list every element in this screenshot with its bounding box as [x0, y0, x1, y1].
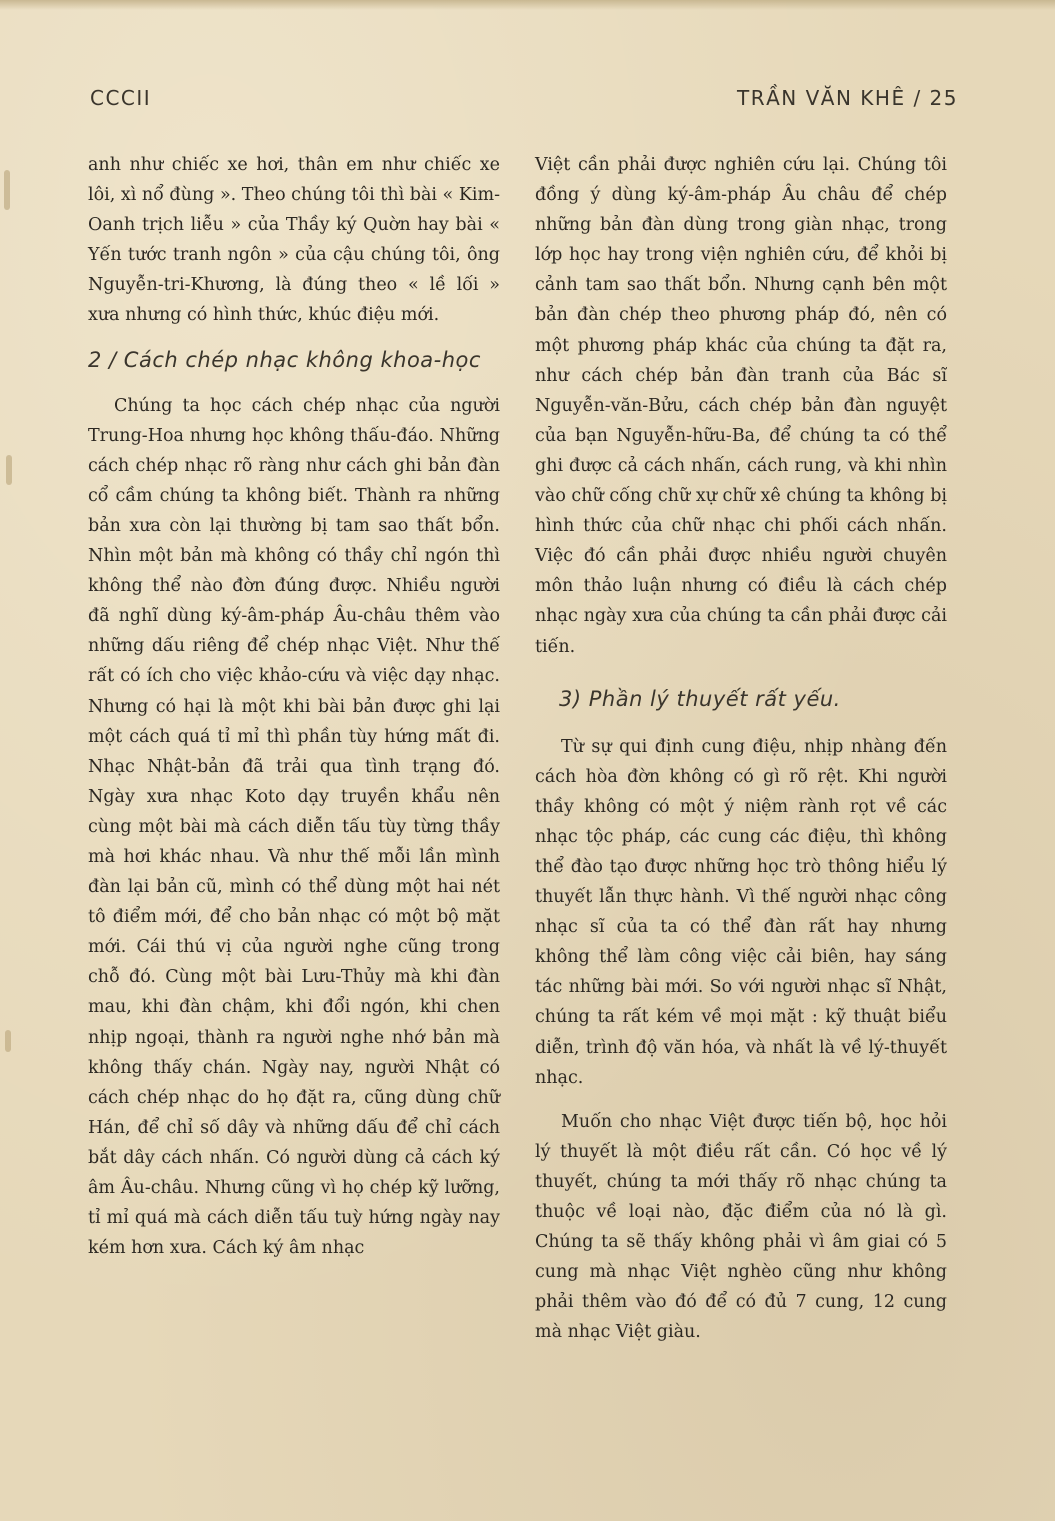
paragraph: Muốn cho nhạc Việt được tiến bộ, học hỏi lý thuyết là một điều rất cần. Có học về lý thuyết, chúng ta mới thấy rõ nhạc chúng ta thuộc về loại nào, đặc điểm của nó là gì. Chúng ta sẽ thấy không phải vì âm giai có 5 cung mà nhạc Việt nghèo cũng như không phải thêm vào đó để có đủ 7 cung, 12 cung mà nhạc Việt giàu.	[535, 1111, 947, 1343]
paragraph: Việt cần phải được nghiên cứu lại. Chúng tôi đồng ý dùng ký-âm-pháp Âu châu để chép những bản đàn dùng trong giàn nhạc, trong lớp học hay trong viện nghiên cứu, để khỏi bị cảnh tam sao thất bổn. Nhưng cạnh bên một bản đàn chép theo phương pháp đó, nên có một phương pháp khác của chúng ta đặt ra, như cách chép bản đàn tranh của Bác sĩ Nguyễn-văn-Bửu, cách chép bản đàn nguyệt của bạn Nguyễn-hữu-Ba, để chúng ta có thể ghi được cả cách nhấn, cách rung, và khi nhìn vào chữ cống chữ xự chữ xê chúng ta không bị hình thức của chữ nhạc chi phối cách nhấn. Việc đó cần phải được nhiều người chuyên môn thảo luận nhưng có điều là cách chép nhạc ngày xưa của chúng ta cần phải được cải tiến.	[535, 155, 947, 657]
running-header	[90, 86, 958, 120]
margin-stain	[5, 1030, 11, 1052]
section-marker: CCCII	[90, 86, 152, 110]
margin-stain	[6, 455, 12, 485]
paragraph: Chúng ta học cách chép nhạc của người Trung-Hoa nhưng học không thấu-đáo. Những cách chép nhạc rõ ràng như cách ghi bản đàn cổ cầm chúng ta không biết. Thành ra những bản xưa còn lại thường bị tam sao thất bổn. Nhìn một bản mà không có thầy chỉ ngón thì không thể nào đờn đúng được. Nhiều người đã nghĩ dùng ký-âm-pháp Âu-châu thêm vào những dấu riêng để chép nhạc Việt. Như thế rất có ích cho việc khảo-cứu và việc dạy nhạc. Nhưng có hại là một khi bài bản được ghi lại một cách quá tỉ mỉ thì phần tùy hứng mất đi. Nhạc Nhật-bản đã trải qua tình trạng đó. Ngày xưa nhạc Koto dạy truyền khẩu nên cùng một bài mà cách diễn tấu tùy từng thầy mà hơi khác nhau. Và như thế mỗi lần mình đàn lại bản cũ, mình có thể dùng một hai nét tô điểm mới, để cho bản nhạc có một bộ mặt mới. Cái thú vị của người nghe cũng trong chỗ đó. Cùng một bài Lưu-Thủy mà khi đàn mau, khi đàn chậm, khi đổi ngón, khi chen nhịp ngoại, thành ra người nghe nhớ bản mà không thấy chán. Ngày nay, người Nhật có cách chép nhạc do họ đặt ra, cũng dùng chữ Hán, để chỉ số dây và những dấu để chỉ cách bắt dây cách nhấn. Có người dùng cả cách ký âm Âu-châu. Nhưng cũng vì họ chép kỹ lưỡng, tỉ mỉ quá mà cách diễn tấu tuỳ hứng ngày nay kém hơn xưa. Cách ký âm nhạc	[88, 395, 500, 1259]
section-heading: 2 / Cách chép nhạc không khoa-học	[88, 347, 481, 372]
paragraph: Từ sự qui định cung điệu, nhịp nhàng đến cách hòa đờn không có gì rõ rệt. Khi người thầy không có một ý niệm rành rọt về các nhạc tộc pháp, các cung các điệu, thì không thể đào tạo được những học trò thông hiểu lý thuyết lẫn thực hành. Vì thế người nhạc công nhạc sĩ của ta có thể đàn rất hay nhưng không thể làm công việc cải biên, hay sáng tác những bài mới. So với người nhạc sĩ Nhật, chúng ta rất kém về mọi mặt : kỹ thuật biểu diễn, trình độ văn hóa, và nhất là về lý-thuyết nhạc.	[535, 736, 947, 1088]
right-column	[535, 150, 947, 1347]
section-heading: 3) Phần lý thuyết rất yếu.	[559, 686, 841, 711]
margin-stain	[4, 170, 10, 210]
left-column	[88, 150, 500, 1263]
page-top-edge	[0, 0, 1055, 10]
paragraph: anh như chiếc xe hơi, thân em như chiếc xe lôi, xì nổ đùng ». Theo chúng tôi thì bài « Kim-Oanh trịch liễu » của Thầy ký Quờn hay bài « Yến tước tranh ngôn » của cậu chúng tôi, ông Nguyễn-tri-Khương, là đúng theo « lề lối » xưa nhưng có hình thức, khúc điệu mới.	[88, 155, 500, 326]
author-page-number: TRẦN VĂN KHÊ / 25	[737, 86, 958, 110]
